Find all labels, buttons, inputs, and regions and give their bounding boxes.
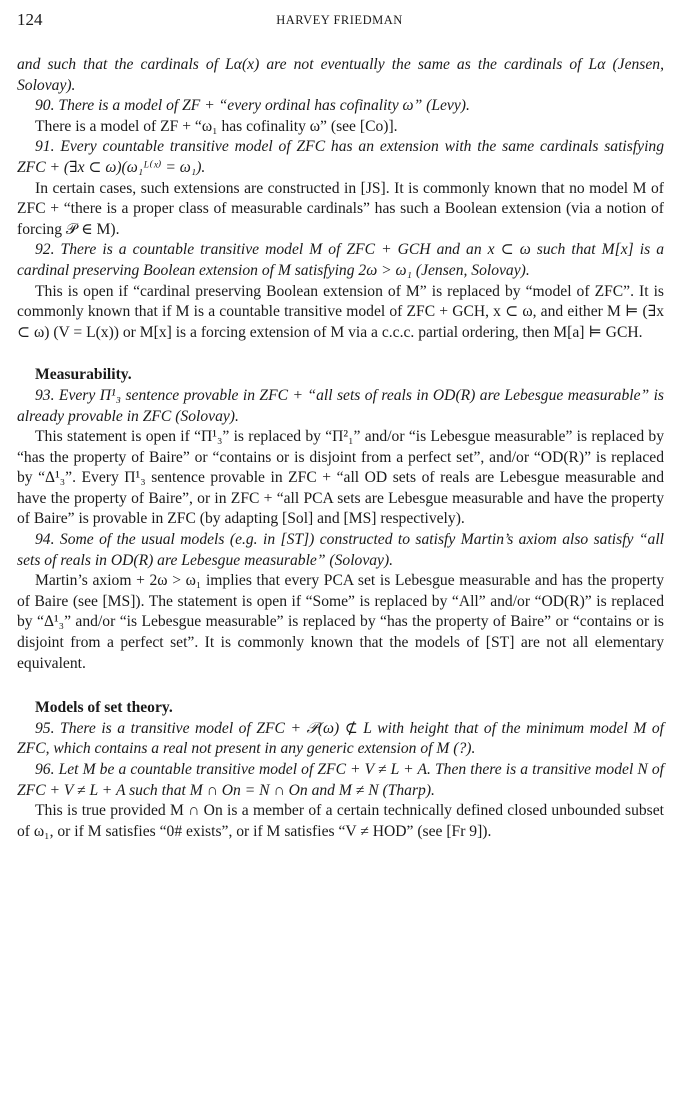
- running-head: HARVEY FRIEDMAN: [276, 13, 403, 27]
- body-paragraph: This is true provided M ∩ On is a member of a certain technically defined closed unbounded subset of ω₁, or if M satisfies “0# exists”, or if M satisfies “V ≠ HOD” (see [Fr 9]).: [17, 802, 664, 840]
- numbered-statement: 94. Some of the usual models (e.g. in [ST]) constructed to satisfy Martin’s axiom also satisfy “all sets of reals in OD(R) are Lebesgue measurable” (Solovay).: [17, 531, 664, 569]
- numbered-statement: 96. Let M be a countable transitive model of ZFC + V ≠ L + A. Then there is a transitive model N of ZFC + V ≠ L + A such that M ∩ On = N ∩ On and M ≠ N (Tharp).: [17, 761, 664, 799]
- body-paragraph: This is open if “cardinal preserving Boolean extension of M” is replaced by “model of ZFC”. It is commonly known that if M is a countable transitive model of ZFC + GCH, x ⊂ ω, and either M ⊨ (∃x ⊂ ω) (V = L(x)) or M[x] is a forcing extension of M via a c.c.c. partial ordering, then M[a] ⊨ GCH.: [17, 282, 664, 341]
- numbered-statement: 91. Every countable transitive model of ZFC has an extension with the same cardinals satisfying ZFC + (∃x ⊂ ω)(ω₁ᴸ⁽ˣ⁾ = ω₁).: [17, 138, 664, 176]
- numbered-statement: 93. Every Π¹₃ sentence provable in ZFC + “all sets of reals in OD(R) are Lebesgue measurable” is already provable in ZFC (Solovay).: [17, 386, 664, 425]
- numbered-statement: 90. There is a model of ZF + “every ordinal has cofinality ω” (Levy).: [35, 97, 470, 115]
- body-paragraph: There is a model of ZF + “ω₁ has cofinality ω” (see [Co)].: [35, 117, 398, 135]
- page-body: [17, 55, 664, 842]
- continued-statement: and such that the cardinals of Lα(x) are not eventually the same as the cardinals of Lα (Jensen, Solovay).: [17, 56, 664, 94]
- section-heading: Models of set theory.: [35, 699, 173, 717]
- page-header: [17, 10, 662, 32]
- numbered-statement: 92. There is a countable transitive model M of ZFC + GCH and an x ⊂ ω such that M[x] is a cardinal preserving Boolean extension of M satisfying 2ω > ω₁ (Jensen, Solovay).: [17, 241, 664, 279]
- numbered-statement: 95. There is a transitive model of ZFC + 𝒫(ω) ⊄ L with height that of the minimum model M of ZFC, which contains a real not present in any generic extension of M (?).: [17, 719, 664, 758]
- body-paragraph: In certain cases, such extensions are constructed in [JS]. It is commonly known that no model M of ZFC + “there is a proper class of measurable cardinals” has such a Boolean extension (via a notion of forcing 𝒫 ∈ M).: [17, 179, 664, 238]
- body-paragraph: This statement is open if “Π¹₃” is replaced by “Π²₁” and/or “is Lebesgue measurable” is replaced by “has the property of Baire” or “contains or is disjoint from a perfect set”, and/or “OD(R)” is replaced by “Δ¹₃”. Every Π¹₃ sentence provable in ZFC + “all OD sets of reals are Lebesgue measurable and have the property of Baire”, or in ZFC + “all PCA sets are Lebesgue measurable and have the property of Baire” is provable in ZFC (by adapting [Sol] and [MS] respectively).: [17, 428, 664, 528]
- page-number: 124: [17, 10, 43, 29]
- section-heading: Measurability.: [35, 366, 132, 384]
- body-paragraph: Martin’s axiom + 2ω > ω₁ implies that every PCA set is Lebesgue measurable and has the property of Baire (see [MS]). The statement is open if “Some” is replaced by “All” and/or “OD(R)” is replaced by “Δ¹₃” and/or “is Lebesgue measurable” is replaced by “has the property of Baire” or “contains or is disjoint from a perfect set”. It is commonly known that the models of [ST] are not all elementary equivalent.: [17, 572, 664, 672]
